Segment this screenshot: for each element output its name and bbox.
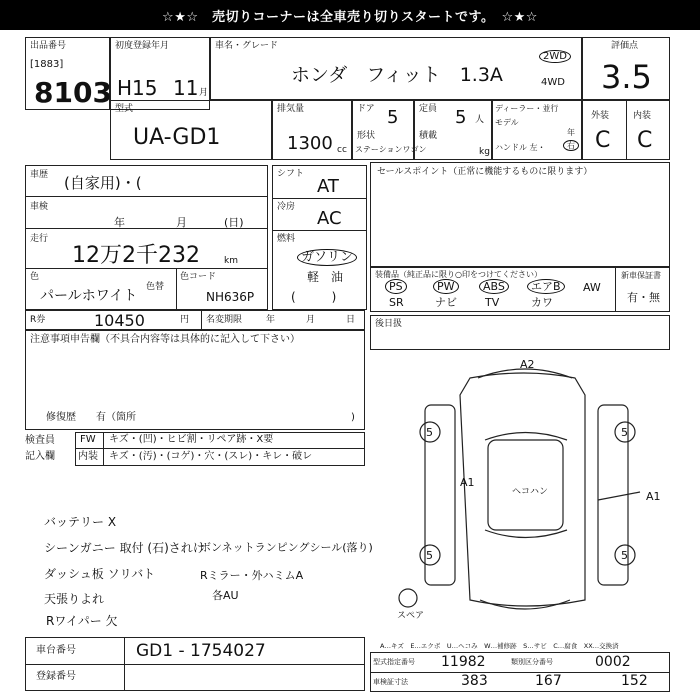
header-banner: ☆★☆ 売切りコーナーは全車売り切りスタートです。 ☆★☆ — [0, 0, 700, 30]
capacity-value: 5 — [455, 107, 467, 128]
dims-height: 152 — [621, 673, 648, 689]
displacement-value: 1300 — [287, 133, 333, 154]
dims-length: 383 — [461, 673, 488, 689]
recycle-value: 10450 — [94, 311, 145, 330]
body-outline — [460, 373, 585, 606]
load-unit: kg — [479, 147, 490, 157]
drive-4wd: 4WD — [541, 77, 565, 88]
first-reg-label: 初度登録年月 — [115, 41, 170, 51]
mark-dent: ヘコハン — [512, 487, 549, 497]
model-box — [110, 100, 272, 160]
capacity-unit: 人 — [475, 115, 485, 125]
color-code-label: 色コード — [180, 272, 217, 282]
equip-ps: PS — [385, 282, 407, 292]
car-name-value: ホンダ フィット 1.3A — [291, 64, 503, 86]
damage-legend: A…キズ E…エクボ U…ヘコみ W…補修跡 S…サビ C…腐食 XX…交換済 — [380, 642, 619, 650]
model-label: 型式 — [115, 104, 134, 114]
fuel-label: 燃料 — [277, 234, 296, 244]
mark-a1-right: A1 — [646, 490, 661, 503]
exterior-label: 外装 — [591, 111, 610, 121]
wheel-fr — [615, 422, 635, 442]
windshield — [485, 433, 567, 441]
cert-number: 11982 — [441, 654, 486, 670]
displacement-unit: cc — [337, 145, 347, 155]
capacity-box — [414, 100, 492, 160]
model-value: UA-GD1 — [133, 125, 221, 150]
dims-label: 車検証寸法 — [373, 678, 408, 686]
name-change-label: 名変期限 — [206, 315, 243, 325]
grades-box — [582, 100, 670, 160]
mark-spare: スペア — [397, 611, 425, 621]
inspection-day: (日) — [224, 216, 244, 229]
fuel-alt: 軽 油 — [307, 270, 344, 284]
capacity-label: 定員 — [419, 104, 438, 114]
color-label: 色 — [30, 272, 40, 282]
post-handling-box — [370, 315, 670, 350]
repair-close: ) — [351, 412, 355, 423]
inspection-month: 月 — [176, 216, 187, 229]
check-fw: FW — [80, 434, 96, 445]
post-handling-label: 後日扱 — [375, 319, 403, 329]
equip-pw: PW — [433, 282, 459, 292]
car-name-box — [210, 37, 582, 100]
new-warranty-value: 有・無 — [627, 291, 660, 304]
history-value: (自家用)・( — [64, 174, 142, 192]
aircon-value: AC — [317, 208, 342, 229]
check-row1: キズ・(凹)・ヒビ割・リペア跡・X要 — [109, 434, 274, 445]
note-ceiling: 天張りよれ — [44, 592, 105, 606]
doors-value: 5 — [387, 107, 399, 128]
mileage-value: 12万2千232 — [72, 243, 200, 268]
mileage-unit: km — [224, 256, 238, 266]
spare-wheel — [399, 589, 417, 607]
doors-box — [352, 100, 427, 160]
name-change-day: 日 — [346, 315, 356, 325]
equipment-box — [370, 267, 670, 312]
new-warranty-label: 新車保証書 — [621, 271, 661, 280]
score-box — [582, 37, 670, 100]
rear-window — [485, 530, 567, 538]
load-label: 積載 — [419, 131, 438, 141]
dims-width: 167 — [535, 673, 562, 689]
wheel-fl — [420, 422, 440, 442]
equip-tv: TV — [485, 296, 500, 309]
note-battery: バッテリー X — [44, 515, 117, 529]
note-sunshade: シーンガニー 取付 (石)されけ — [44, 541, 205, 555]
sales-point-box — [370, 162, 670, 267]
color-code: NH636P — [206, 290, 255, 304]
first-reg-era: H15 — [117, 76, 158, 100]
handle-label: ハンドル 左・ — [495, 143, 546, 152]
equip-aw: AW — [583, 281, 601, 294]
equipment-label: 装備品（純正品に限り○印をつけてください） — [375, 270, 542, 279]
fuel-value: ガソリン — [297, 246, 357, 265]
mark-fl: 5 — [426, 426, 433, 439]
shape-label: 形状 — [357, 131, 376, 141]
recycle-unit: 円 — [180, 315, 190, 325]
lot-number: 8103 — [34, 76, 112, 109]
note-wiper: Rワイパー 欠 — [46, 614, 118, 628]
shift-value: AT — [317, 176, 339, 197]
vehicle-info-box — [25, 165, 268, 310]
mileage-label: 走行 — [30, 234, 49, 244]
rear-bumper — [480, 600, 570, 609]
mark-rl: 5 — [426, 549, 433, 562]
inspection-year: 年 — [114, 216, 125, 229]
dealer-box — [492, 100, 582, 160]
score-label: 評価点 — [611, 41, 639, 51]
note-mirror: Rミラー・外ハミムA — [200, 569, 304, 582]
repair-history: 修復歴 有（箇所 — [46, 412, 136, 423]
shift-box — [272, 165, 367, 310]
color-swap-label: 色替 — [146, 282, 165, 292]
check-row2: キズ・(汚)・(コゲ)・穴・(スレ)・キレ・破レ — [109, 451, 313, 462]
inspection-label: 車検 — [30, 202, 49, 212]
chassis-box — [25, 637, 365, 691]
handle-value: 右 — [563, 141, 579, 151]
arrow-right — [598, 492, 640, 500]
front-bumper — [478, 369, 572, 378]
wheel-rl — [420, 545, 440, 565]
notes-box — [25, 330, 365, 430]
lot-sub: [1883] — [30, 59, 64, 70]
chassis-value: GD1 - 1754027 — [136, 641, 266, 661]
cert-label: 型式指定番号 — [373, 658, 415, 666]
exterior-grade: C — [595, 128, 611, 153]
mark-a1-left: A1 — [460, 476, 475, 489]
roof-outline — [488, 440, 563, 530]
shift-label: シフト — [277, 169, 305, 179]
left-side — [425, 405, 455, 585]
wheel-rr — [615, 545, 635, 565]
mark-a2: A2 — [520, 358, 535, 371]
equip-leather: カワ — [531, 296, 553, 309]
first-reg-unit: 月 — [199, 88, 209, 98]
note-dash: ダッシュ板 ソリバト — [44, 567, 155, 581]
doors-label: ドア — [357, 104, 375, 114]
note-bonnet: ボンネットランピングシール(落り) — [200, 541, 373, 554]
drive-2wd: 2WD — [539, 52, 571, 62]
first-reg-month: 11 — [173, 76, 199, 100]
model-year-label: モデル — [495, 118, 519, 127]
recycle-box — [25, 310, 365, 330]
class-number: 0002 — [595, 654, 631, 670]
equip-navi: ナビ — [435, 296, 457, 309]
right-side — [598, 405, 628, 585]
equip-abs: ABS — [479, 282, 509, 292]
check-row1-label: 検査員 — [25, 435, 55, 446]
fuel-other: ( ) — [291, 290, 337, 304]
inspector-checks — [25, 432, 365, 468]
name-change-year: 年 — [266, 315, 276, 325]
interior-label: 内装 — [633, 111, 652, 121]
notes-label: 注意事項申告欄（不具合内容等は具体的に記入して下さい） — [30, 334, 300, 345]
mark-rr: 5 — [621, 549, 628, 562]
equip-airbag: エアB — [527, 282, 565, 292]
interior-grade: C — [637, 128, 653, 153]
mark-fr: 5 — [621, 426, 628, 439]
aircon-label: 冷房 — [277, 202, 296, 212]
lot-box — [25, 37, 110, 110]
class-label: 類別区分番号 — [511, 658, 553, 666]
shape-value: ステーションワゴン — [355, 145, 427, 154]
color-value: パールホワイト — [40, 288, 138, 304]
lot-label: 出品番号 — [30, 41, 67, 51]
score-value: 3.5 — [601, 58, 652, 96]
displacement-box — [272, 100, 352, 160]
displacement-label: 排気量 — [277, 104, 305, 114]
check-interior: 内装 — [78, 451, 98, 462]
note-each: 各AU — [212, 589, 239, 602]
cert-box — [370, 652, 670, 692]
chassis-label: 車台番号 — [36, 645, 76, 656]
recycle-label: R券 — [30, 315, 46, 325]
car-name-label: 車名・グレード — [215, 41, 279, 51]
name-change-month: 月 — [306, 315, 316, 325]
sales-point-label: セールスポイント（正常に機能するものに限ります） — [377, 167, 593, 177]
model-year-unit: 年 — [567, 128, 575, 137]
history-label: 車歴 — [30, 170, 49, 180]
dealer-label: ディーラー・並行 — [495, 104, 559, 113]
check-row2-label: 記入欄 — [25, 451, 55, 462]
equip-sr: SR — [389, 296, 404, 309]
reg-number-label: 登録番号 — [36, 671, 76, 682]
